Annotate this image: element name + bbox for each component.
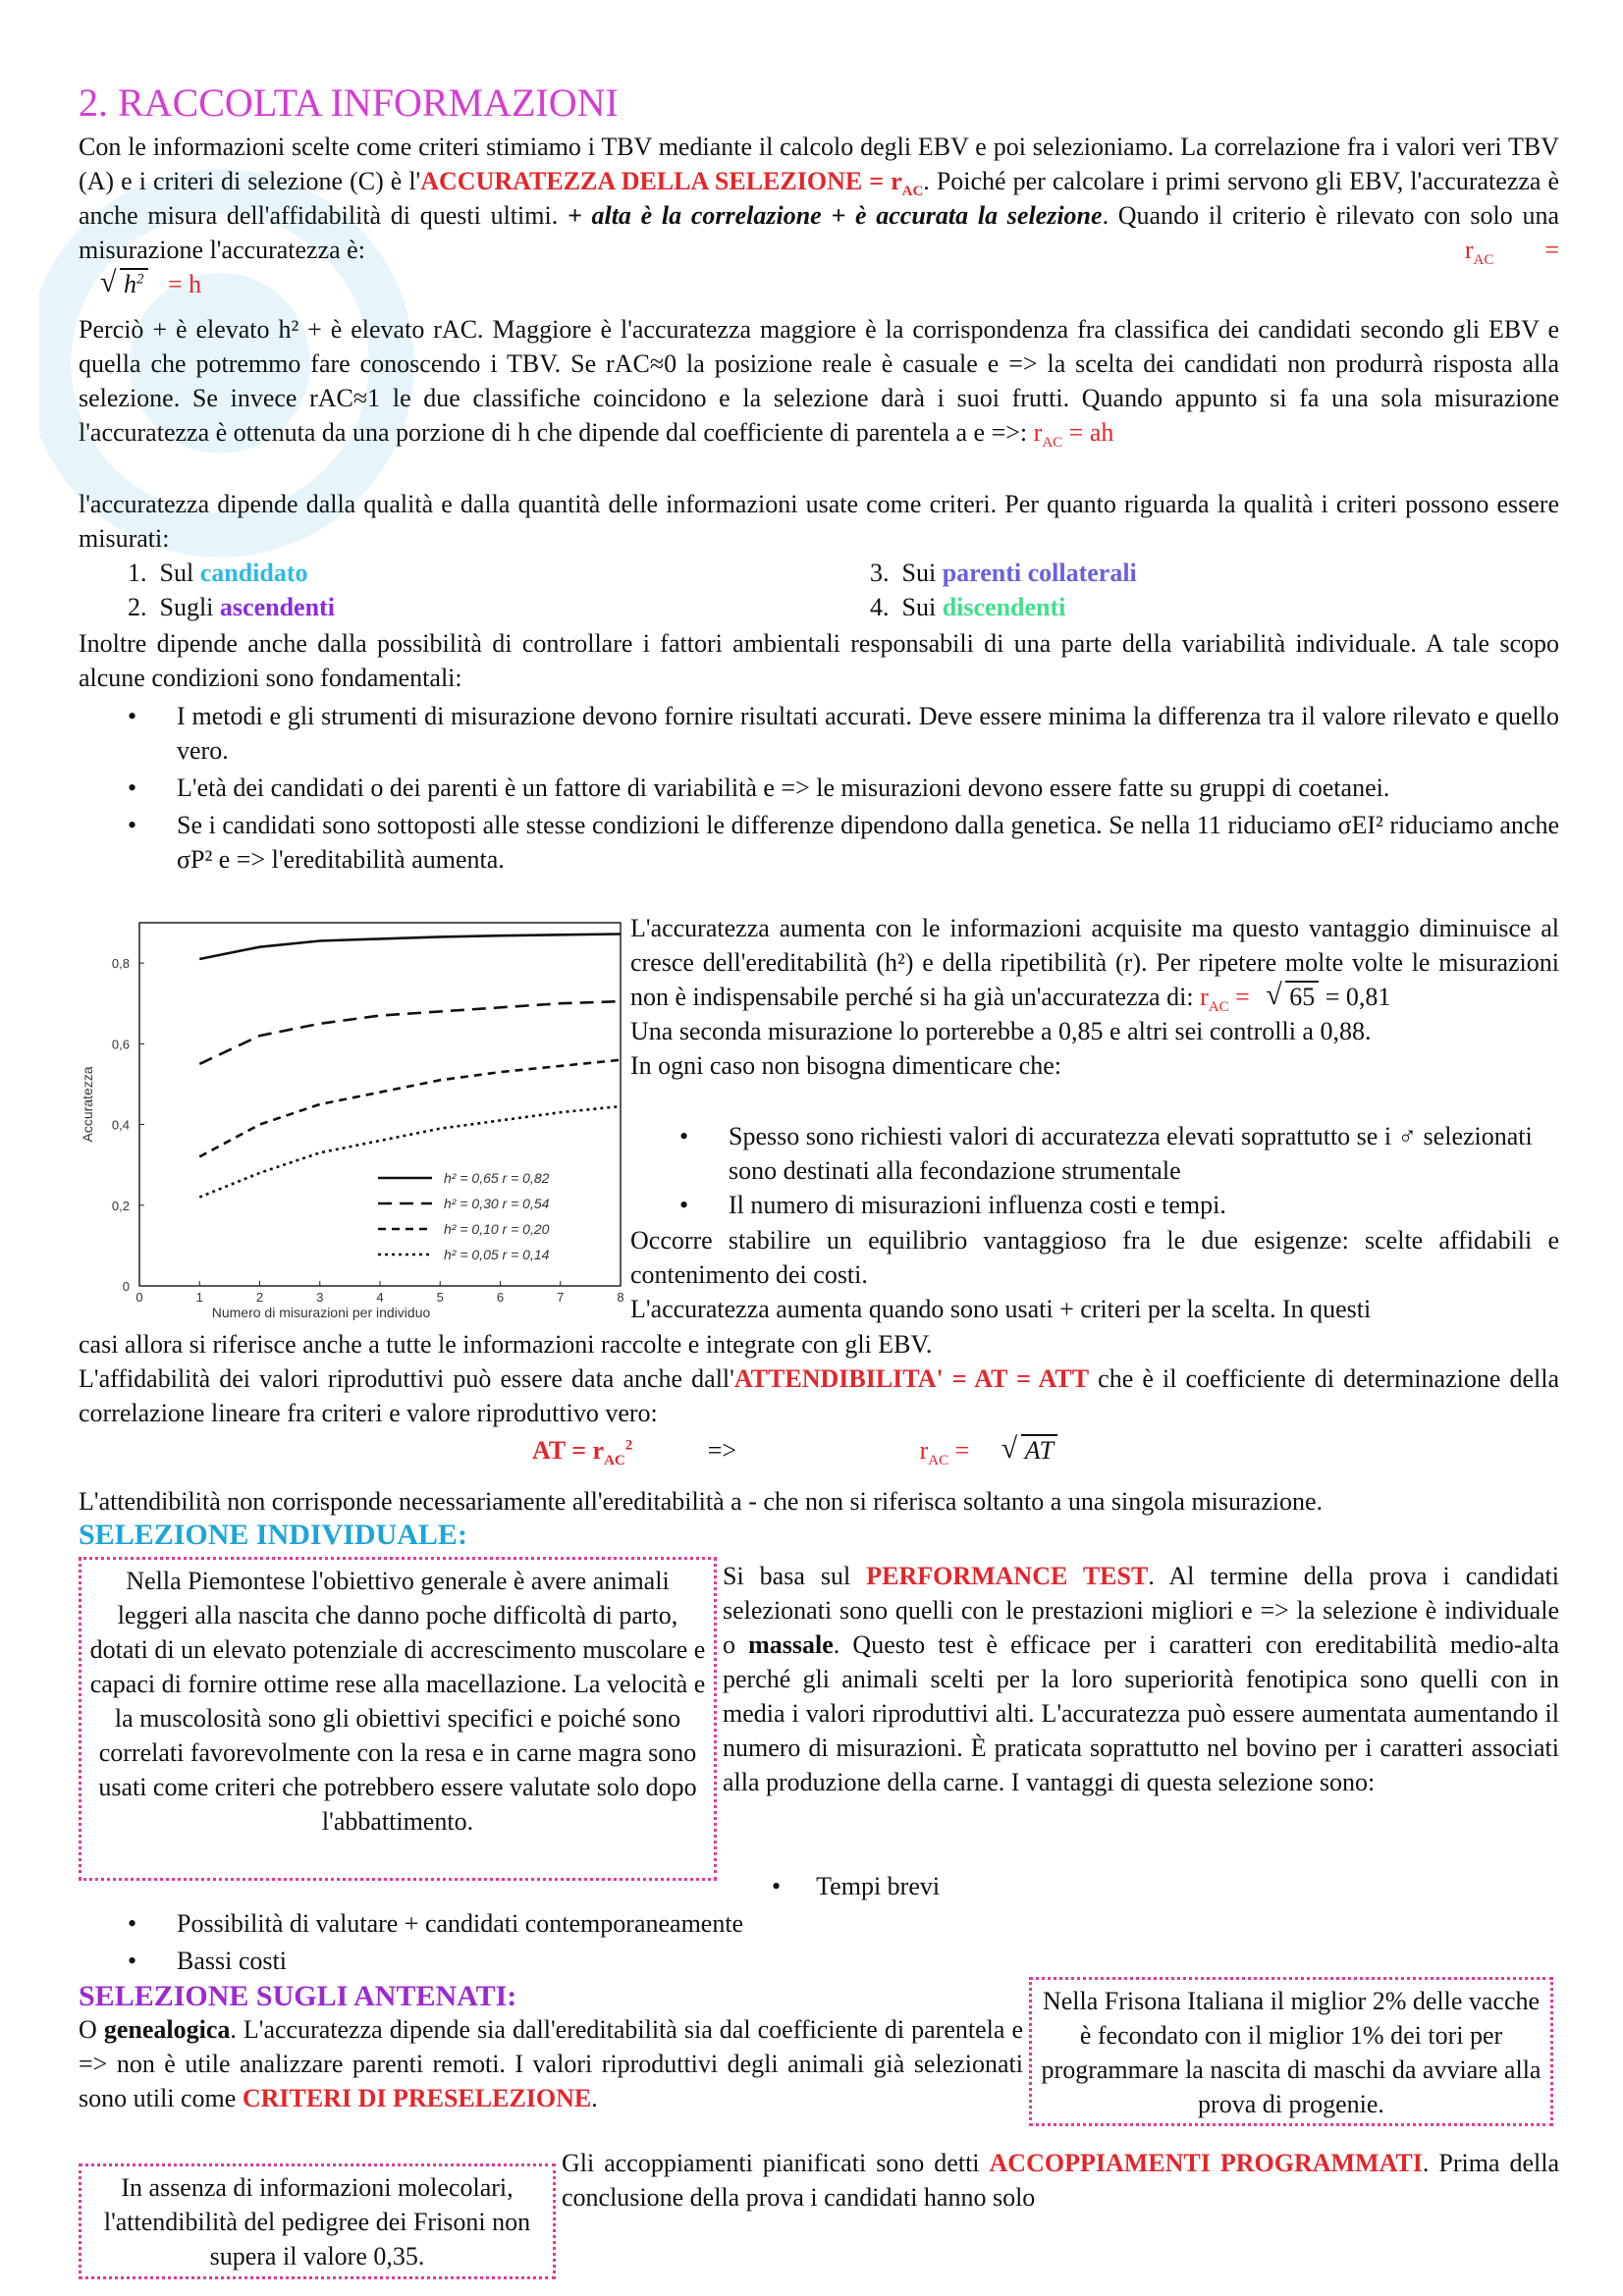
performance-test-paragraph: Si basa sul PERFORMANCE TEST. Al termine della prova i candidati selezionati sono quelli con le prestazioni migliori e => la selezione è individuale o massale. Questo test è efficace per i caratteri con ereditabilità medio-alta perché gli animali scelti per la loro superiorità fenotipica sono quelli con in media i valori riproduttivi alti. L'accuratezza può essere aumentata aumentando il numero di misurazioni. È praticata soprattutto nel bovino per i caratteri associati alla produzione della carne. I vantaggi di questa selezione sono: bbox=[723, 1562, 1560, 1796]
legend-label: h² = 0,65 r = 0,82 bbox=[444, 1170, 550, 1186]
accuracy-chart bbox=[79, 913, 628, 1325]
y-axis-label: Accuratezza bbox=[80, 1066, 95, 1143]
criteria-item: 1. Sul candidato bbox=[128, 559, 308, 587]
attendibility-paragraph: casi allora si riferisce anche a tutte le informazioni raccolte e integrate con gli EBV. L'affidabilità dei valori riproduttivi può essere data anche dall'ATTENDIBILITA' = AT = ATT che è il coefficiente di determinazione della correlazione lineare fra criteri e valore riproduttivo vero: bbox=[79, 1330, 1559, 1427]
x-tick-label: 7 bbox=[557, 1290, 565, 1305]
list-item: • Se i candidati sono sottoposti alle stesse condizioni le differenze dipendono dalla genetica. Se nella 11 riduciamo σEI² riduciamo anche σP² e => l'ereditabilità aumenta. bbox=[79, 808, 1559, 877]
right-bullets bbox=[630, 1119, 1559, 1222]
y-tick-label: 0,8 bbox=[111, 956, 130, 972]
piemontese-box: Nella Piemontese l'obiettivo generale è avere animali leggeri alla nascita che danno poche difficoltà di parto, dotati di un elevato potenziale di accrescimento muscolare e capaci di fornire ottime rese alla macellazione. La velocità e la muscolosità sono gli obiettivi specifici e poiché sono correlati favorevolmente con la resa e in carne magra sono usati come criteri che potrebbero essere valutate solo dopo l'abbattimento. bbox=[79, 1557, 717, 1881]
environment-paragraph: Inoltre dipende anche dalla possibilità di controllare i fattori ambientali responsabili di una parte della variabilità individuale. A tale scopo alcune condizioni sono fondamentali: bbox=[79, 629, 1559, 692]
legend-label: h² = 0,05 r = 0,14 bbox=[444, 1247, 550, 1262]
attendibility-note: L'attendibilità non corrisponde necessariamente all'ereditabilità a - che non si riferisca soltanto a una singola misurazione. bbox=[79, 1487, 1324, 1516]
section-heading-individual: SELEZIONE INDIVIDUALE: bbox=[79, 1519, 467, 1551]
pedigree-box: In assenza di informazioni molecolari, l'attendibilità del pedigree dei Frisoni non supera il valore 0,35. bbox=[79, 2163, 556, 2279]
conditions-list bbox=[79, 699, 1559, 877]
x-tick-label: 6 bbox=[496, 1290, 505, 1305]
legend-label: h² = 0,10 r = 0,20 bbox=[444, 1221, 550, 1237]
y-tick-label: 0,2 bbox=[111, 1198, 130, 1213]
legend-label: h² = 0,30 r = 0,54 bbox=[444, 1196, 550, 1211]
x-tick-label: 8 bbox=[617, 1290, 624, 1305]
y-tick-label: 0,4 bbox=[111, 1117, 130, 1133]
quality-paragraph: l'accuratezza dipende dalla qualità e dalla quantità delle informazioni usate come criteri. Per quanto riguarda la qualità i criteri possono essere misurati: bbox=[79, 490, 1559, 553]
y-tick-label: 0,6 bbox=[111, 1037, 130, 1052]
series-line bbox=[199, 1001, 621, 1064]
sqrt-h2-formula: √ $h^2 = h$ bbox=[100, 266, 202, 298]
x-tick-label: 1 bbox=[195, 1290, 203, 1305]
x-tick-label: 0 bbox=[135, 1290, 143, 1305]
advantage-item: • Tempi brevi bbox=[772, 1872, 941, 1900]
accuracy-paragraph: Perciò + è elevato h² + è elevato rAC. Maggiore è l'accuratezza maggiore è la corrispondenza fra classifica dei candidati secondo gli EBV e quella che potremmo fare conoscendo i TBV. Se rAC≈0 la posizione reale è casuale e => la scelta dei candidati non produrrà risposta alla selezione. Se invece rAC≈1 le due classifiche coincidono e la selezione darà i suoi frutti. Quando appunto si fa una sola misurazione l'accuratezza è ottenuta da una porzione di h che dipende dal coefficiente di parentela a e =>: $r_{AC}$ = ah bbox=[79, 315, 1559, 452]
x-tick-label: 4 bbox=[376, 1290, 384, 1305]
right-column-text-2: Occorre stabilire un equilibrio vantaggioso fra le due esigenze: scelte affidabili e contenimento dei costi. L'accuratezza aumenta quando sono usati + criteri per la scelta. In questi bbox=[630, 1226, 1559, 1323]
series-line bbox=[199, 1060, 621, 1157]
list-item: • I metodi e gli strumenti di misurazione devono fornire risultati accurati. Deve essere minima la differenza tra il valore rilevato e quello vero. bbox=[79, 699, 1559, 768]
frisona-box: Nella Frisona Italiana il miglior 2% delle vacche è fecondato con il miglior 1% dei tori per programmare la nascita di maschi da avviare alla prova di progenie. bbox=[1029, 1977, 1553, 2126]
list-item: • L'età dei candidati o dei parenti è un fattore di variabilità e => le misurazioni devono essere fatte su gruppi di coetanei. bbox=[79, 771, 1559, 805]
genealogical-paragraph: O genealogica. L'accuratezza dipende sia dall'ereditabilità sia dal coefficiente di parentela e => non è utile analizzare parenti remoti. I valori riproduttivi degli animali già selezionati sono utili come CRITERI DI PRESELEZIONE. bbox=[79, 2015, 1023, 2112]
list-item: • Possibilità di valutare + candidati contemporaneamente bbox=[79, 1906, 1159, 1941]
at-formula: AT = $r_{AC}^2 => r_{AC}$ = √ AT bbox=[532, 1433, 1219, 1468]
series-line bbox=[199, 1106, 621, 1198]
advantages-list bbox=[79, 1906, 1159, 1978]
section-heading-ancestors: SELEZIONE SUGLI ANTENATI: bbox=[79, 1980, 517, 2012]
list-item: • Il numero di misurazioni influenza costi e tempi. bbox=[630, 1188, 1559, 1222]
x-tick-label: 3 bbox=[316, 1290, 324, 1305]
criteria-item: 4. Sui discendenti bbox=[870, 593, 1066, 621]
x-tick-label: 5 bbox=[436, 1290, 444, 1305]
rac-formula: $r_{AC}$ = bbox=[1464, 236, 1559, 269]
criteria-item: 3. Sui parenti collaterali bbox=[870, 559, 1137, 587]
y-tick-label: 0 bbox=[122, 1279, 130, 1294]
programmed-mating-paragraph: Gli accoppiamenti pianificati sono detti ACCOPPIAMENTI PROGRAMMATI. Prima della conclusione della prova i candidati hanno solo bbox=[562, 2149, 1560, 2212]
list-item: • Spesso sono richiesti valori di accuratezza elevati soprattutto se i ♂ selezionati sono destinati alla fecondazione strumentale bbox=[630, 1119, 1559, 1188]
x-tick-label: 2 bbox=[255, 1290, 264, 1305]
intro-paragraph: Con le informazioni scelte come criteri stimiamo i TBV mediante il calcolo degli EBV e poi selezioniamo. La correlazione fra i valori veri TBV (A) e i criteri di selezione (C) è l'ACCURATEZZA DELLA SELEZIONE = $r_{AC}$. Poiché per calcolare i primi servono gli EBV, l'accuratezza è anche misura dell'affidabilità di questi ultimi. + alta è la correlazione + è accurata la selezione. Quando il criterio è rilevato con solo una misurazione l'accuratezza è: $r_{AC}$ = bbox=[79, 133, 1560, 269]
x-axis-label: Numero di misurazioni per individuo bbox=[211, 1305, 431, 1320]
list-item: • Bassi costi bbox=[79, 1944, 1159, 1978]
document-page bbox=[79, 0, 1559, 2296]
criteria-item: 2. Sugli ascendenti bbox=[128, 593, 335, 621]
page-title: 2. RACCOLTA INFORMAZIONI bbox=[79, 80, 619, 125]
right-column-text: L'accuratezza aumenta con le informazioni acquisite ma questo vantaggio diminuisce al cresce dell'ereditabilità (h²) e della ripetibilità (r). Per ripetere molte volte le misurazioni non è indispensabile perché si ha già un'accuratezza di: $r_{AC}$ = √ 65 = 0,81 Una seconda misurazione lo porterebbe a 0,85 e altri sei controlli a 0,88. In ogni caso non bisogna dimenticare che: bbox=[630, 914, 1559, 1080]
series-line bbox=[199, 934, 621, 959]
